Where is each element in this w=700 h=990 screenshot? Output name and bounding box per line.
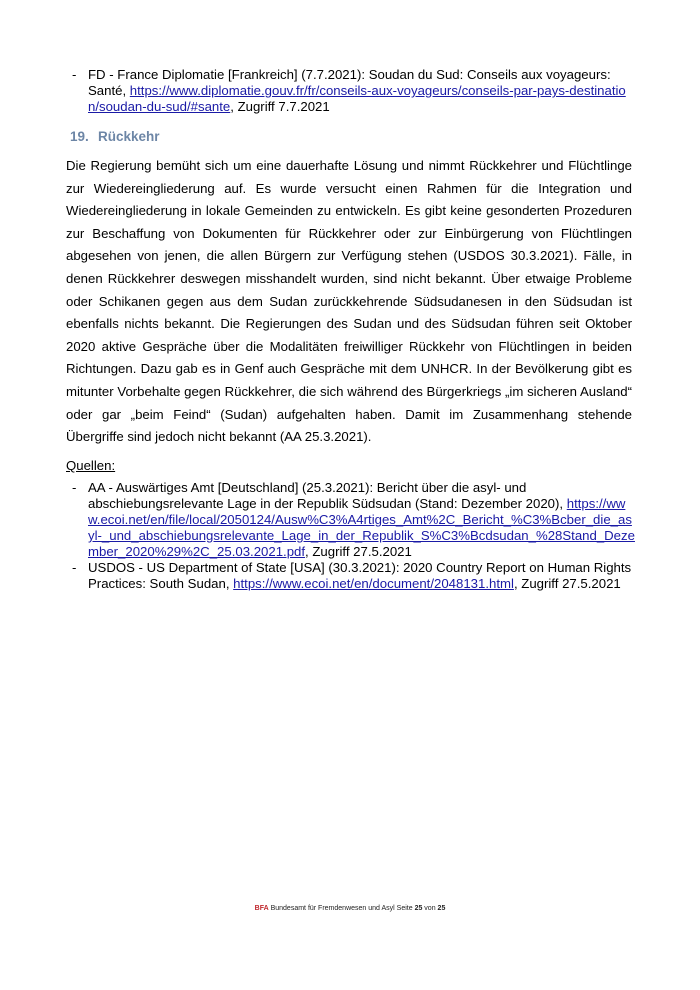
source-link[interactable]: https://www.diplomatie.gouv.fr/fr/conseils-aux-voyageurs/conseils-par-pays-destination/soudan-du-sud/#sante <box>88 83 626 114</box>
source-text: USDOS - US Department of State [USA] (30.3.2021): 2020 Country Report on Human Rights Practices: South Sudan, <box>88 560 632 591</box>
footer-of: von <box>422 905 438 912</box>
source-text: FD - France Diplomatie [Frankreich] (7.7.2021): Soudan du Sud: Conseils aux voyageurs: Santé, <box>88 67 611 98</box>
source-text: AA - Auswärtiges Amt [Deutschland] (25.3.2021): Bericht über die asyl- und abschiebungsrelevante Lage in der Republik Südsudan (Stand: Dezember 2020), <box>88 480 567 511</box>
source-access: , Zugriff 27.5.2021 <box>513 576 621 591</box>
sources-list <box>66 480 636 592</box>
list-item: - USDOS - US Department of State [USA] (30.3.2021): 2020 Country Report on Human Rights Practices: South Sudan, https://www.ecoi.net/en/document/2048131.html, Zugriff 27.5.2021 <box>72 560 632 591</box>
top-source-list <box>66 67 636 115</box>
list-item: - AA - Auswärtiges Amt [Deutschland] (25.3.2021): Bericht über die asyl- und abschiebungsrelevante Lage in der Republik Südsudan (Stand: Dezember 2020), https://www.ecoi.net/en/file/local/2050124/Ausw%C3%A4rtiges_Amt%2C_Bericht_%C3%Bcber_die_asyl-_und_abschiebungsrelevante_Lage_in_der_Republik_S%C3%Bcdsudan_%28Stand_Dezember_2020%29%2C_25.03.2021.pdf, Zugriff 27.5.2021 <box>72 480 635 559</box>
list-item: - FD - France Diplomatie [Frankreich] (7.7.2021): Soudan du Sud: Conseils aux voyageurs: Santé, https://www.diplomatie.gouv.fr/fr/conseils-aux-voyageurs/conseils-par-pays-destination/soudan-du-sud/#sante, Zugriff 7.7.2021 <box>72 67 626 114</box>
bfa-logo: BFA <box>254 905 269 912</box>
section-paragraph: Die Regierung bemüht sich um eine dauerhafte Lösung und nimmt Rückkehrer und Flüchtlinge zur Wiedereingliederung auf. Es wurde versucht einen Rahmen für die Integration und Wiedereingliederung in lokale Gemeinden zu entwickeln. Es gibt keine gesonderten Prozeduren zur Beschaffung von Dokumenten für Rückkehrer oder zur Einbürgerung von Flüchtlingen abgesehen von jenen, die allen Bürgern zur Verfügung stehen (USDOS 30.3.2021). Fälle, in denen Rückkehrer deswegen misshandelt wurden, sind nicht bekannt. Über etwaige Probleme oder Schikanen gegen aus dem Sudan zurückkehrende Südsudanesen in den Südsudan ist ebenfalls nichts bekannt. Die Regierungen des Sudan und des Südsudan führen seit Oktober 2020 aktive Gespräche über die Modalitäten freiwilliger Rückkehr von Flüchtlingen in beiden Richtungen. Dazu gab es in Genf auch Gespräche mit dem UNHCR. In der Bevölkerung gibt es mitunter Vorbehalte gegen Rückkehrer, die sich während des Bürgerkriegs „im sicheren Ausland“ oder gar „beim Feind“ (Sudan) aufgehalten haben. Damit im Zusammenhang stehende Übergriffe sind jedoch nicht bekannt (AA 25.3.2021). <box>66 158 632 445</box>
section-number: 19. <box>70 129 89 144</box>
page-number: 25 <box>414 905 423 912</box>
page-footer <box>0 905 700 912</box>
source-link[interactable]: https://www.ecoi.net/en/file/local/2050124/Ausw%C3%A4rtiges_Amt%2C_Bericht_%C3%Bcber_die_asyl-_und_abschiebungsrelevante_Lage_in_der_Republik_S%C3%Bcdsudan_%28Stand_Dezember_2020%29%2C_25.03.2021.pdf <box>88 496 635 559</box>
footer-text: Bundesamt für Fremdenwesen und Asyl Seite <box>268 905 415 912</box>
section-heading <box>70 129 160 144</box>
sources-label: Quellen: <box>66 458 116 473</box>
source-link[interactable]: https://www.ecoi.net/en/document/2048131.html <box>233 576 514 591</box>
page-total: 25 <box>437 905 446 912</box>
source-access: , Zugriff 7.7.2021 <box>230 99 330 114</box>
section-title: Rückkehr <box>98 129 160 144</box>
source-access: , Zugriff 27.5.2021 <box>305 544 412 559</box>
